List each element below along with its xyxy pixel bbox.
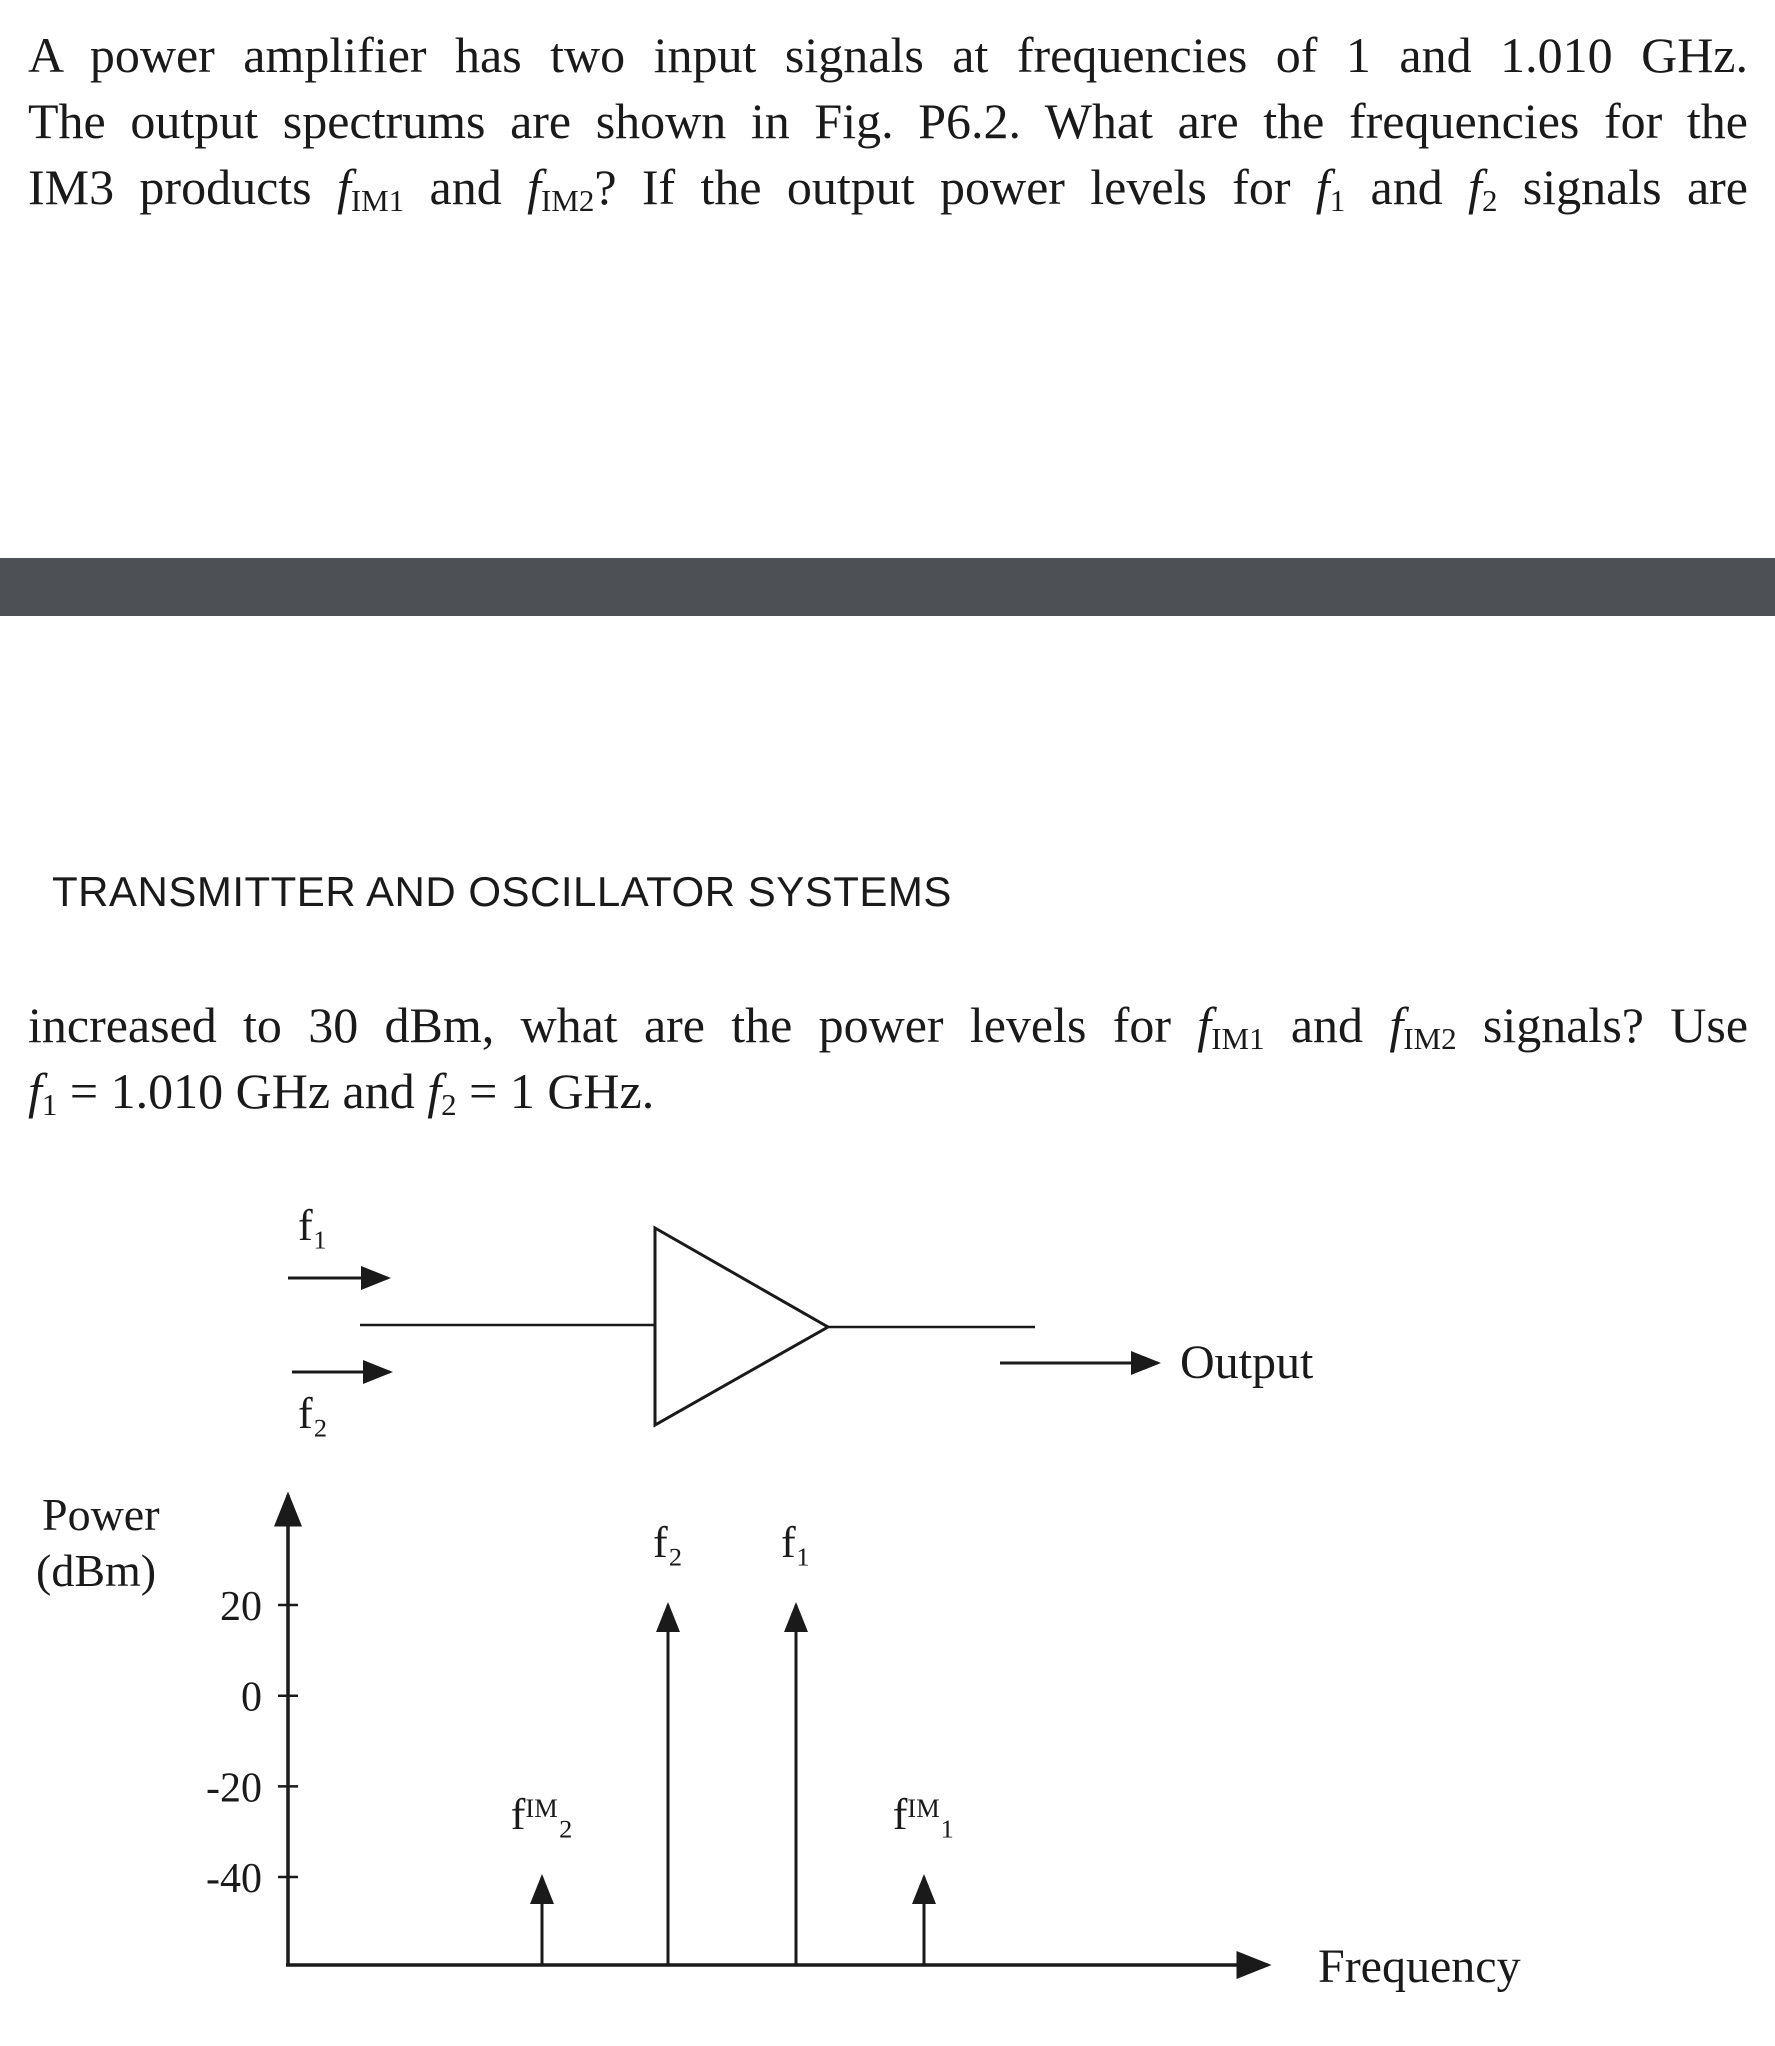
- text-run: and: [1345, 159, 1469, 215]
- page-break-bar: [0, 558, 1775, 616]
- spectral-label-fIM2: fᴵᴹ₂: [510, 1790, 574, 1840]
- running-head: TRANSMITTER AND OSCILLATOR SYSTEMS: [52, 868, 952, 915]
- math-sub: 2: [441, 1086, 457, 1122]
- y-axis-label-power: Power: [42, 1489, 160, 1540]
- problem-text-bottom: [28, 992, 1748, 1124]
- spectral-label-fIM1: fᴵᴹ₁: [892, 1790, 956, 1840]
- math-f: f: [427, 1063, 442, 1119]
- figure-p6-2: [0, 1150, 1775, 2030]
- math-f: f: [1315, 159, 1330, 215]
- y-tick-label-3: -40: [206, 1856, 262, 1903]
- problem-text-top: [28, 22, 1748, 220]
- spectrum-chart: [36, 1489, 1521, 1993]
- input-f1-label: f₁: [298, 1201, 328, 1250]
- spectral-label-f1: f₁: [781, 1518, 811, 1568]
- y-tick-label-1: 0: [241, 1674, 262, 1721]
- problem-line-2: The output spectrums are shown in Fig. P6.2. What are the frequencies for the: [28, 93, 1748, 149]
- math-f: f: [527, 159, 541, 215]
- math-f: f: [1468, 159, 1482, 215]
- math-sub: 1: [41, 1086, 58, 1122]
- math-sub: IM2: [540, 182, 595, 218]
- math-sub: 1: [1329, 182, 1346, 218]
- math-sub: IM2: [1403, 1020, 1457, 1056]
- math-f: f: [1389, 997, 1404, 1053]
- amplifier-triangle: [655, 1228, 828, 1425]
- math-f: f: [1197, 997, 1212, 1053]
- text-run: and: [1264, 997, 1390, 1053]
- output-label: Output: [1180, 1336, 1314, 1389]
- text-run: IM3 products: [28, 159, 337, 215]
- problem-line-5: [28, 1058, 1748, 1124]
- spectral-label-f2: f₂: [653, 1518, 683, 1568]
- y-ticks: [206, 1584, 298, 1902]
- math-f: f: [336, 159, 351, 215]
- math-f: f: [28, 1063, 42, 1119]
- y-tick-label-2: -20: [206, 1765, 262, 1812]
- spectral-lines: [511, 1518, 956, 1965]
- math-sub: IM1: [1211, 1020, 1265, 1056]
- text-run: and: [404, 159, 528, 215]
- text-run: increased to 30 dBm, what are the power levels for: [28, 997, 1198, 1053]
- y-axis-label-unit: (dBm): [36, 1545, 157, 1596]
- amplifier-diagram: [288, 1201, 1314, 1438]
- text-run: = 1 GHz.: [456, 1063, 655, 1119]
- text-run: signals are: [1497, 159, 1748, 215]
- input-f2-label: f₂: [298, 1389, 328, 1438]
- math-sub: IM1: [350, 182, 405, 218]
- text-run: ? If the output power levels for: [594, 159, 1316, 215]
- y-tick-label-0: 20: [220, 1584, 262, 1631]
- problem-line-3: [28, 154, 1748, 220]
- x-axis-label: Frequency: [1318, 1940, 1521, 1993]
- math-sub: 2: [1481, 182, 1498, 218]
- problem-line-1: A power amplifier has two input signals at frequencies of 1 and 1.010 GHz.: [28, 27, 1748, 83]
- text-run: = 1.010 GHz and: [57, 1063, 428, 1119]
- text-run: signals? Use: [1456, 997, 1749, 1053]
- problem-line-4: [28, 992, 1748, 1058]
